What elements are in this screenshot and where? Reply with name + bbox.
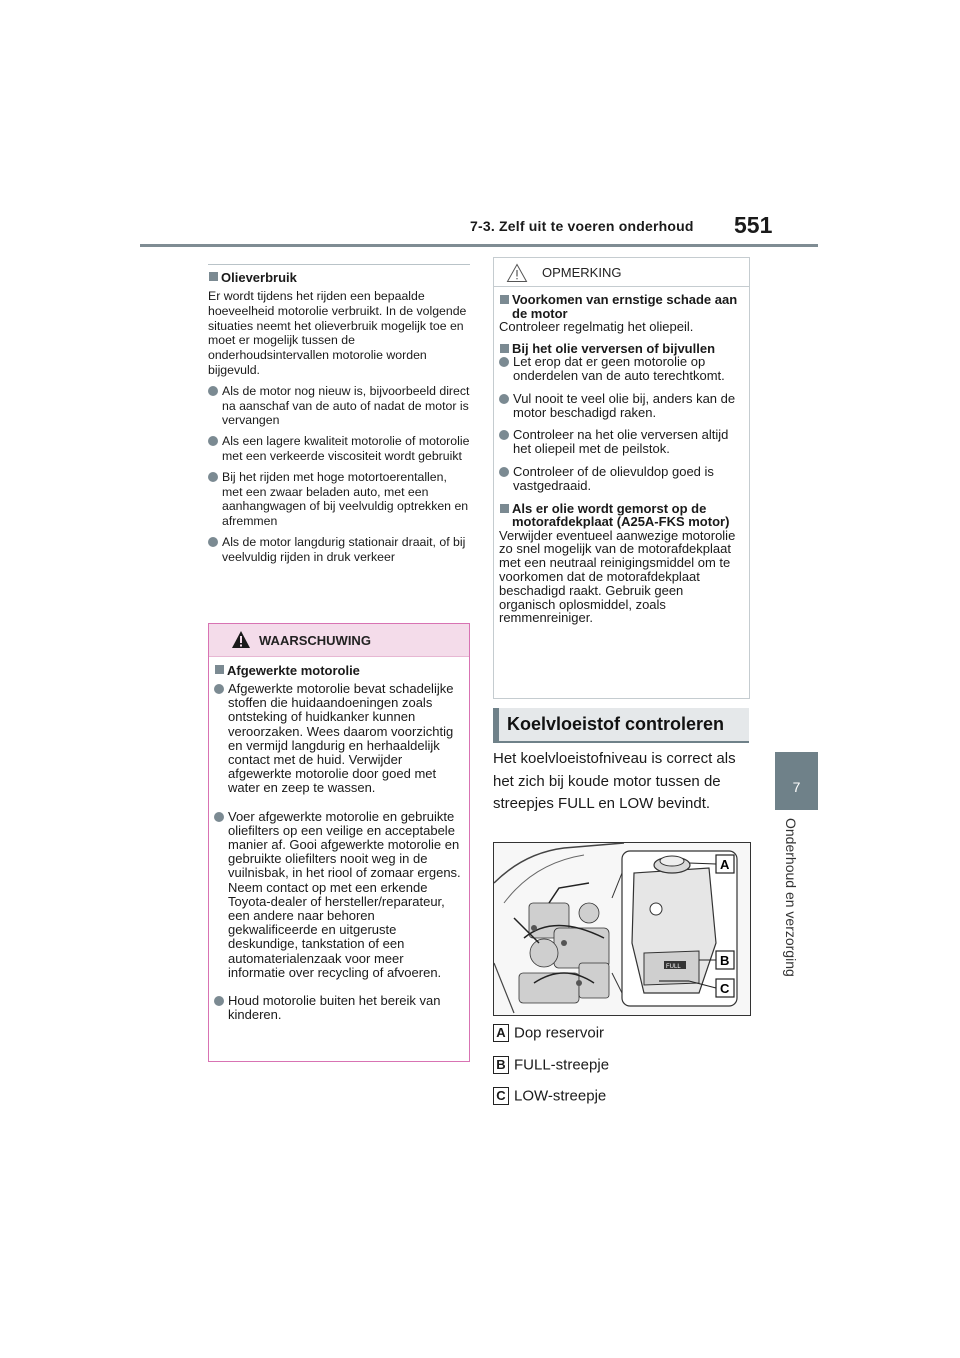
section-rule [208, 264, 470, 265]
circle-bullet-icon [499, 357, 509, 367]
list-item [499, 355, 743, 383]
list-item-text: Controleer na het olie verversen altijd het oliepeil met de peilstok. [513, 427, 729, 457]
notice-body [494, 287, 749, 625]
oil-consumption-intro: Er wordt tijdens het rijden een bepaalde hoeveelheid motorolie verbruikt. In de volgende situaties neemt het olieverbruik mogelijk toe en moet er mogelijk tussen de onderhoudsintervallen motorolie worden bijgevuld. [208, 289, 467, 377]
list-item [214, 810, 463, 980]
legend-item-b [493, 1056, 743, 1074]
used-oil-heading [214, 663, 463, 678]
notice-title: OPMERKING [542, 265, 622, 280]
list-item-text: Afgewerkte motorolie bevat schadelijke stoffen die huidaandoeningen zoals ontsteking of huidkanker kunnen veroorzaken. Wees daarom voorzichtig en vermijd langdurig en herhaaldelijk contact met de huid. Verwijder afgewerkte motorolie door goed met water en zeep te wassen. [228, 681, 454, 796]
heading-text: Afgewerkte motorolie [227, 663, 360, 678]
warning-title: WAARSCHUWING [259, 633, 371, 648]
oil-consumption-section [208, 264, 470, 571]
square-bullet-icon [500, 295, 509, 304]
coolant-reservoir-figure [493, 842, 751, 1016]
section-title-bar [493, 708, 749, 743]
list-item-text: Voer afgewerkte motorolie en gebruikte oliefilters op een veilige en acceptabele manier af. Gooi afgewerkte motorolie en gebruikte oliefilters nooit weg in de vuilnisbak, in het riool of zomaar ergens. Neem contact op met een erkende Toyota-dealer of hersteller/reparateur, een andere naar behoren gekwalificeerde en uitgeruste deskundige, tankstation of een automaterialenzaak voor meer informatie over recycling of afvoeren. [228, 808, 461, 980]
circle-bullet-icon [208, 537, 218, 547]
circle-bullet-icon [208, 472, 218, 482]
square-bullet-icon [500, 504, 509, 513]
engine-bay-illustration [494, 843, 750, 1015]
legend-key: C [493, 1087, 509, 1105]
list-item-text: Let erop dat er geen motorolie op onderdelen van de auto terechtkomt. [513, 354, 725, 384]
heading-text: Als er olie wordt gemorst op de motorafdekplaat (A25A-FKS motor) [512, 500, 730, 530]
legend-label: LOW-streepje [514, 1087, 607, 1105]
list-item [208, 434, 470, 464]
list-item [208, 535, 470, 565]
legend-key: A [493, 1024, 509, 1042]
list-item [214, 994, 463, 1022]
caution-triangle-icon [506, 263, 528, 283]
circle-bullet-icon [499, 430, 509, 440]
warning-triangle-icon [231, 630, 251, 649]
prevent-damage-heading [499, 293, 743, 320]
circle-bullet-icon [208, 436, 218, 446]
square-bullet-icon [209, 272, 218, 281]
prevent-damage-text: Controleer regelmatig het oliepeil. [499, 319, 694, 334]
oil-change-heading [499, 342, 743, 356]
list-item [208, 470, 470, 529]
list-item-text: Als de motor nog nieuw is, bijvoorbeeld direct na aanschaf van de auto of nadat de motor is vervangen [222, 383, 470, 428]
chapter-tab[interactable]: 7 [775, 752, 818, 810]
tank-full-mark: FULL [666, 964, 681, 970]
legend-label: FULL-streepje [514, 1056, 610, 1074]
square-bullet-icon [500, 344, 509, 353]
notice-header [494, 258, 749, 287]
list-item-text: Als de motor langdurig stationair draait, of bij veelvuldig rijden in druk verkeer [222, 534, 466, 564]
header-divider [140, 244, 818, 247]
list-item-text: Controleer of de olievuldop goed is vastgedraaid. [513, 464, 714, 493]
legend-key: B [493, 1056, 509, 1074]
square-bullet-icon [215, 665, 224, 674]
legend-label: Dop reservoir [514, 1024, 605, 1042]
section-header: 7-3. Zelf uit te voeren onderhoud [470, 218, 694, 234]
circle-bullet-icon [208, 386, 218, 396]
spilled-oil-text: Verwijder eventueel aanwezige motorolie zo snel mogelijk van de motorafdekplaat met een neutraal reinigingsmiddel om te voorkomen dat de motorafdekplaat beschadigd raakt. Gebruik geen organisch oplosmiddel, zoals remmenreiniger. [499, 527, 736, 626]
callout-c: C [720, 981, 730, 996]
callout-a: A [720, 857, 730, 872]
warning-body [209, 657, 469, 1022]
circle-bullet-icon [214, 996, 224, 1006]
heading-text: Olieverbruik [221, 270, 297, 285]
list-item [499, 465, 743, 493]
warning-box [208, 623, 470, 1062]
oil-consumption-heading [208, 270, 470, 285]
list-item [499, 392, 743, 420]
legend-item-a [493, 1024, 743, 1042]
heading-text: Voorkomen van ernstige schade aan de motor [512, 292, 738, 321]
chapter-label: Onderhoud en verzorging [783, 818, 799, 977]
circle-bullet-icon [214, 812, 224, 822]
list-item [499, 428, 743, 456]
notice-box [493, 257, 750, 699]
legend-item-c [493, 1087, 743, 1105]
list-item-text: Als een lagere kwaliteit motorolie of motorolie met een verkeerde viscositeit wordt gebruikt [222, 434, 470, 463]
list-item-text: Bij het rijden met hoge motortoerentallen, met een zwaar beladen auto, met een aanhangwagen of bij veelvuldig optrekken en afremmen [222, 469, 469, 529]
circle-bullet-icon [214, 684, 224, 694]
page-number: 551 [734, 212, 773, 238]
list-item-text: Houd motorolie buiten het bereik van kinderen. [228, 993, 441, 1023]
circle-bullet-icon [499, 467, 509, 477]
list-item-text: Vul nooit te veel olie bij, anders kan de motor beschadigd raken. [513, 390, 736, 420]
section-title: Koelvloeistof controleren [507, 714, 725, 734]
coolant-description: Het koelvloeistofniveau is correct als het zich bij koude motor tussen de streepjes FULL en LOW bevindt. [493, 750, 736, 812]
circle-bullet-icon [499, 394, 509, 404]
warning-header [209, 624, 469, 657]
callout-b: B [720, 953, 730, 968]
list-item [214, 682, 463, 796]
list-item [208, 384, 470, 428]
spilled-oil-heading [499, 502, 743, 529]
heading-text: Bij het olie verversen of bijvullen [512, 340, 716, 356]
